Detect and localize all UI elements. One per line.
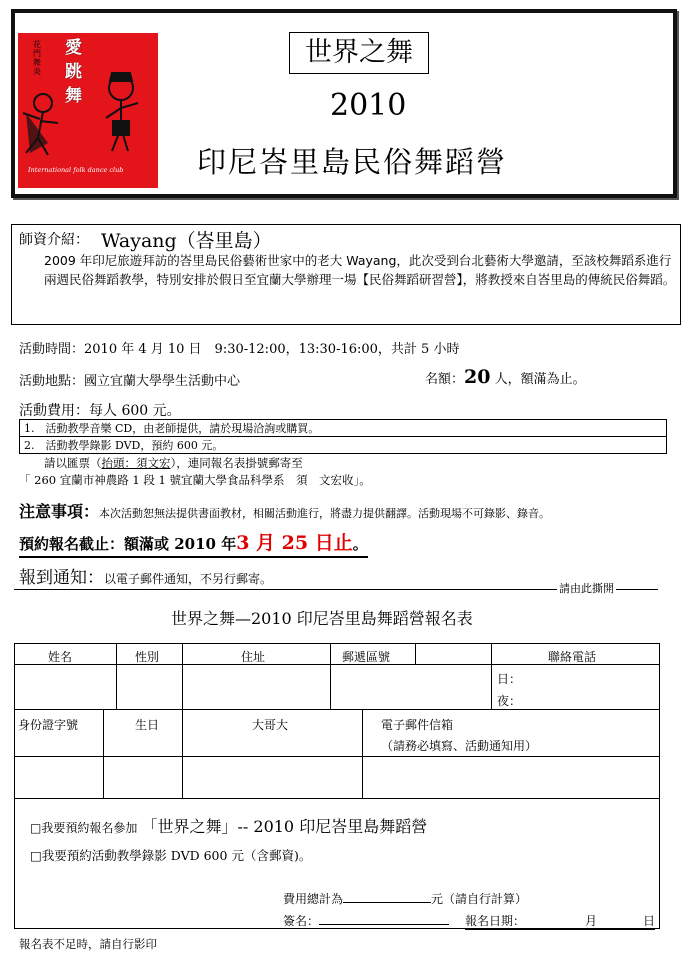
col-gender: 性別	[135, 650, 160, 664]
phone-night: 夜：	[497, 694, 522, 708]
activity-fee: 活動費用：每人 600 元。	[19, 403, 181, 419]
checkbox-dvd[interactable]: □我要預約活動教學錄影 DVD 600 元（含郵資)。	[30, 848, 312, 863]
checkbox-register-event: 「世界之舞」-- 2010 印尼峇里島舞蹈營	[141, 817, 428, 836]
form-vline	[491, 643, 492, 709]
deadline-date: 3 月 25 日止	[236, 532, 353, 554]
col-address: 住址	[241, 650, 266, 664]
month-unit: 月	[585, 914, 598, 928]
form-vline	[116, 643, 117, 709]
checkbox-register-label: □我要預約報名參加	[30, 821, 138, 835]
fee-items-table	[19, 419, 667, 454]
form-title: 世界之舞—2010 印尼峇里島舞蹈營報名表	[171, 609, 473, 628]
signature-row	[283, 912, 449, 929]
remit-text-a: 請以匯票（	[44, 456, 102, 470]
event-title: 世界之舞	[289, 32, 429, 74]
day-unit: 日	[643, 914, 656, 928]
date-label: 報名日期：	[465, 914, 526, 928]
registration-form	[14, 643, 660, 929]
form-vline	[103, 709, 104, 798]
deadline	[19, 528, 368, 558]
total-fee	[283, 890, 527, 907]
col-mobile: 大哥大	[252, 718, 289, 732]
signature-field[interactable]	[319, 924, 449, 925]
fee-item-2: 2. 活動教學錄影 DVD，預約 600 元。	[20, 437, 667, 454]
footer-note: 報名表不足時，請自行影印	[19, 937, 157, 951]
quota-number: 20	[464, 366, 491, 388]
teacher-name: Wayang（峇里島）	[101, 230, 272, 252]
col-name: 姓名	[48, 650, 73, 664]
fee-item-1: 1. 活動教學音樂 CD，由老師提供，請於現場洽詢或購買。	[20, 420, 667, 437]
teacher-description: 2009 年印尼旅遊拜訪的峇里島民俗藝術世家中的老大 Wayang，此次受到台北藝術大學邀請，至該校舞蹈系進行兩週民俗舞蹈教學，特別安排於假日至宜蘭大學辦理一場【民俗舞蹈研習營】，將教授來自峇里島的傳統民俗舞蹈。	[44, 253, 676, 287]
email-note: （請務必填寫、活動通知用）	[381, 739, 538, 753]
remit-line-1	[44, 455, 303, 471]
quota-suffix: 人，額滿為止。	[490, 372, 586, 387]
sign-label: 簽名：	[283, 914, 320, 928]
notify-label: 報到通知：	[19, 568, 104, 588]
deadline-label: 預約報名截止：額滿或 2010 年	[19, 535, 237, 553]
activity-time: 活動時間：2010 年 4 月 10 日 9:30-12:00，13:30-16:00，共計 5 小時	[19, 342, 460, 357]
date-row[interactable]	[465, 912, 655, 930]
activity-place: 活動地點：國立宜蘭大學學生活動中心	[19, 374, 241, 389]
phone-day: 日：	[497, 672, 522, 686]
event-year: 2010	[330, 88, 407, 123]
total-field[interactable]	[343, 902, 431, 903]
form-vline	[362, 709, 363, 798]
form-hline	[14, 709, 660, 710]
notes	[19, 499, 550, 522]
notes-text: 本次活動恕無法提供書面教材，相關活動進行，將盡力提供翻譯。活動現場不可錄影、錄音。	[99, 507, 551, 520]
col-zip: 郵遞區號	[342, 650, 391, 664]
quota-label: 名額：	[425, 372, 465, 387]
col-email: 電子郵件信箱	[381, 718, 454, 732]
remit-text-c: ），連同報名表掛號郵寄至	[170, 456, 303, 470]
deadline-end: 。	[352, 535, 368, 553]
logo-vertical-title: 愛跳舞	[65, 38, 82, 106]
form-vline	[330, 643, 331, 709]
remit-address: 「 260 宜蘭市神農路 1 段 1 號宜蘭大學食品科學系 須 文宏收」。	[19, 473, 371, 487]
form-vline	[182, 643, 183, 709]
form-hline	[14, 798, 660, 799]
remit-payee: 抬頭：須文宏	[101, 456, 171, 470]
col-birthday: 生日	[135, 718, 160, 732]
notify-text: 以電子郵件通知，不另行郵寄。	[104, 572, 273, 586]
event-subtitle: 印尼峇里島民俗舞蹈營	[197, 145, 508, 179]
teacher-label: 師資介紹：	[19, 232, 89, 248]
col-id: 身份證字號	[18, 718, 79, 732]
total-suffix: 元（請自行計算）	[431, 892, 528, 906]
logo-club-name: International folk dance club	[28, 166, 124, 174]
notes-label: 注意事項：	[19, 502, 100, 521]
logo-vertical-small: 花門舞炎	[33, 40, 41, 76]
tear-off-note: 請由此撕開	[559, 582, 614, 595]
checkbox-register[interactable]	[30, 814, 427, 837]
col-phone: 聯絡電話	[548, 650, 597, 664]
activity-quota	[425, 366, 586, 388]
total-label: 費用總計為	[283, 892, 344, 906]
form-hline	[14, 756, 660, 757]
form-vline	[182, 709, 183, 798]
form-vline	[415, 643, 416, 664]
notify	[19, 563, 272, 588]
club-logo	[18, 33, 158, 188]
